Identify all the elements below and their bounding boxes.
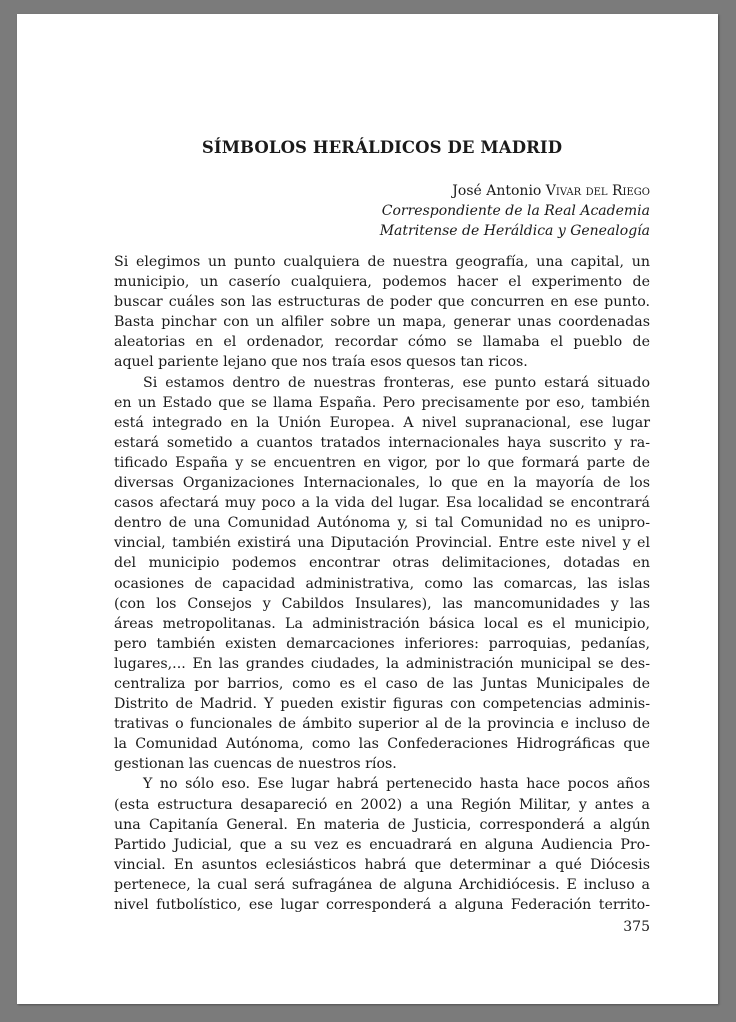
text-line: trativas o funcionales de ámbito superior al de la provincia e incluso de: [114, 716, 650, 733]
text-line: está integrado en la Unión Europea. A nivel supranacional, ese lugar: [114, 414, 650, 431]
document-page: [17, 14, 718, 1004]
text-line: estará sometido a cuantos tratados internacionales haya suscrito y ra-: [114, 434, 650, 451]
body-text: [114, 252, 650, 915]
author-block: [380, 181, 650, 241]
author-name: [380, 181, 650, 201]
author-affiliation-line1: Correspondiente de la Real Academia: [381, 203, 650, 219]
text-line: gestionan las cuencas de nuestros ríos.: [114, 756, 397, 773]
text-line: Partido Judicial, que a su vez es encuadrará en alguna Audiencia Pro-: [114, 836, 650, 853]
paragraph: [114, 774, 650, 915]
text-line: pero también existen demarcaciones inferiores: parroquias, pedanías,: [114, 635, 650, 652]
text-line: del municipio podemos encontrar otras delimitaciones, dotadas en: [114, 555, 650, 572]
text-line: Y no sólo eso. Ese lugar habrá pertenecido hasta hace pocos años: [143, 776, 650, 793]
text-line: una Capitanía General. En materia de Justicia, corresponderá a algún: [114, 816, 650, 833]
text-line: (esta estructura desapareció en 2002) a una Región Militar, y antes a: [114, 796, 650, 813]
author-affiliation-line2: Matritense de Heráldica y Genealogía: [379, 223, 650, 239]
text-line: Si estamos dentro de nuestras fronteras, ese punto estará situado: [143, 374, 650, 391]
text-line: vincial. En asuntos eclesiásticos habrá que determinar a qué Diócesis: [114, 856, 650, 873]
text-line: nivel futbolístico, ese lugar corresponderá a alguna Federación territo-: [114, 897, 650, 913]
text-line: en un Estado que se llama España. Pero precisamente por eso, también: [114, 394, 650, 411]
author-surname: Vivar del Riego: [545, 183, 650, 199]
text-line: vincial, también existirá una Diputación Provincial. Entre este nivel y el: [114, 535, 650, 552]
paragraph: [114, 252, 650, 373]
text-line: dentro de una Comunidad Autónoma y, si tal Comunidad no es unipro-: [114, 515, 650, 532]
text-line: la Comunidad Autónoma, como las Confederaciones Hidrográficas que: [114, 736, 650, 753]
text-line: diversas Organizaciones Internacionales, lo que en la mayoría de los: [114, 475, 650, 492]
text-line: Basta pinchar con un alfiler sobre un mapa, generar unas coordenadas: [114, 314, 650, 331]
author-first-names: José Antonio: [452, 183, 546, 199]
text-line: áreas metropolitanas. La administración básica local es el municipio,: [114, 615, 650, 632]
text-line: aquel pariente lejano que nos traía esos quesos tan ricos.: [114, 354, 528, 371]
text-line: Si elegimos un punto cualquiera de nuestra geografía, una capital, un: [114, 254, 650, 270]
article-title: SÍMBOLOS HERÁLDICOS DE MADRID: [201, 138, 563, 157]
text-line: Distrito de Madrid. Y pueden existir figuras con competencias adminis-: [114, 696, 650, 713]
text-line: casos afectará muy poco a la vida del lugar. Esa localidad se encontrará: [114, 495, 650, 512]
paragraph: [114, 373, 650, 775]
text-line: buscar cuáles son las estructuras de poder que concurren en ese punto.: [114, 294, 650, 311]
text-line: aleatorias en el ordenador, recordar cómo se llamaba el pueblo de: [114, 334, 650, 351]
text-line: tificado España y se encuentren en vigor, por lo que formará parte de: [114, 454, 650, 471]
text-line: ocasiones de capacidad administrativa, como las comarcas, las islas: [114, 575, 650, 592]
text-line: centraliza por barrios, como es el caso de las Juntas Municipales de: [114, 675, 650, 692]
text-line: lugares,... En las grandes ciudades, la administración municipal se des-: [114, 655, 650, 672]
text-line: municipio, un caserío cualquiera, podemos hacer el experimento de: [114, 274, 650, 291]
text-line: pertenece, la cual será sufragánea de alguna Archidiócesis. E incluso a: [114, 876, 650, 893]
text-line: (con los Consejos y Cabildos Insulares), las mancomunidades y las: [114, 595, 650, 612]
page-number: 375: [623, 919, 650, 935]
